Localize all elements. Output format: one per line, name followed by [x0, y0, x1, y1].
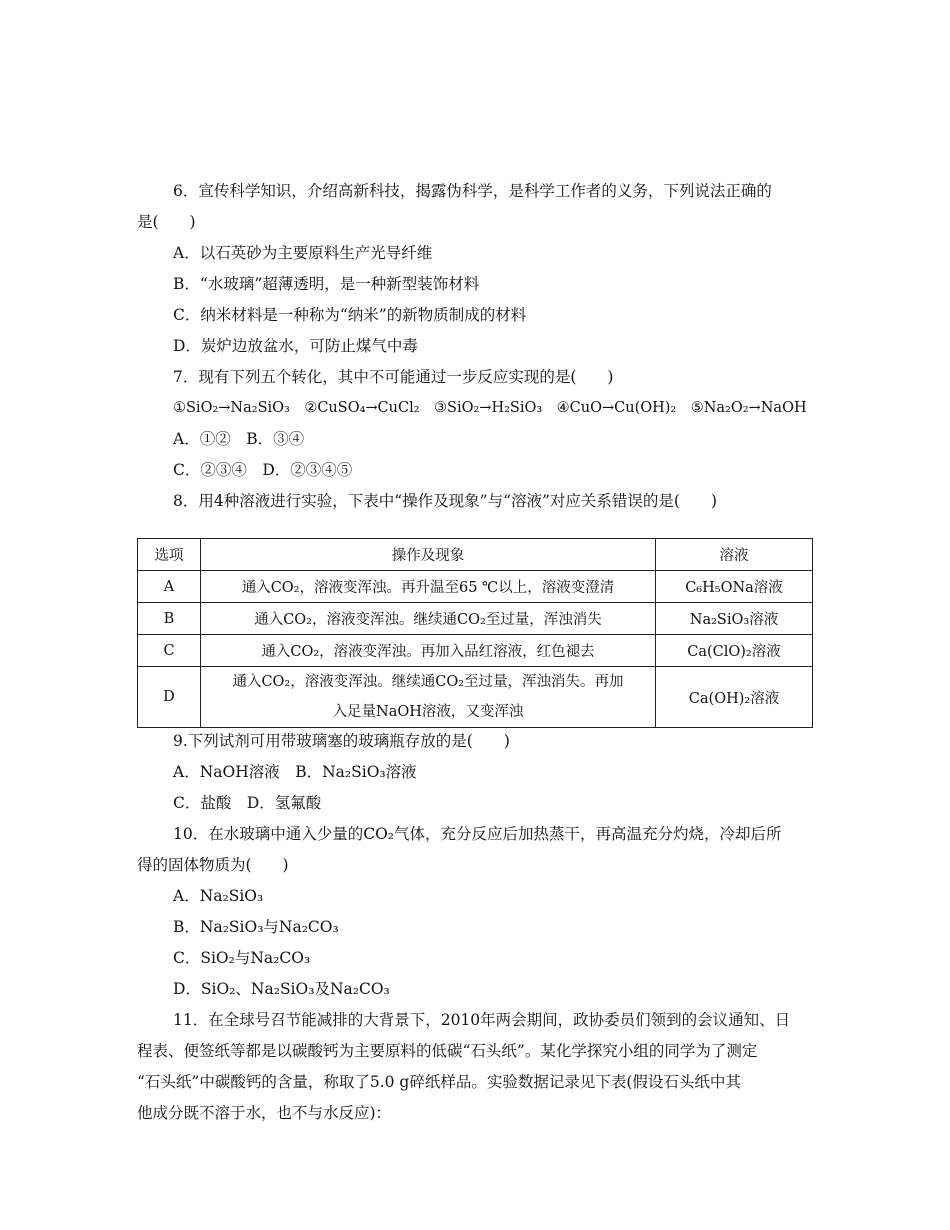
q6-option-b: B．“水玻璃”超薄透明，是一种新型装饰材料: [173, 275, 480, 293]
q6-option-d: D．炭炉边放盆水，可防止煤气中毒: [173, 337, 418, 355]
q7-conversions: ①SiO₂→Na₂SiO₃ ②CuSO₄→CuCl₂ ③SiO₂→H₂SiO₃ ④CuO→Cu(OH)₂ ⑤Na₂O₂→NaOH: [173, 400, 807, 416]
q7-options-cd: C．②③④ D．②③④⑤: [173, 461, 353, 479]
q10-option-c: C．SiO₂与Na₂CO₃: [173, 949, 311, 967]
row-operation-line1: 通入CO₂，溶液变浑浊。继续通CO₂至过量，浑浊消失。再加: [232, 674, 624, 690]
q8-table: [137, 538, 813, 728]
header-solution: 溶液: [656, 539, 813, 571]
row-option: A: [138, 571, 201, 603]
q9-options-cd: C．盐酸 D．氢氟酸: [173, 794, 322, 812]
q10-option-d: D．SiO₂、Na₂SiO₃及Na₂CO₃: [173, 980, 390, 998]
row-operation-line2: 入足量NaOH溶液，又变浑浊: [332, 704, 524, 720]
q11-stem-line1: 11．在全球号召节能减排的大背景下，2010年两会期间，政协委员们领到的会议通知、日: [173, 1011, 791, 1029]
q10-stem-line1: 10．在水玻璃中通入少量的CO₂气体，充分反应后加热蒸干，再高温充分灼烧，冷却后所: [173, 825, 782, 843]
row-operation: 通入CO₂，溶液变浑浊。继续通CO₂至过量，浑浊消失: [201, 603, 656, 635]
row-option: D: [138, 667, 201, 728]
q11-stem-line2: 程表、便签纸等都是以碳酸钙为主要原料的低碳“石头纸”。某化学探究小组的同学为了测定: [137, 1042, 758, 1060]
row-operation: [201, 667, 656, 728]
table-row: [138, 667, 813, 728]
row-option: C: [138, 635, 201, 667]
table-header-row: [138, 539, 813, 571]
table-row: [138, 603, 813, 635]
q7-options-ab: A．①② B．③④: [173, 430, 305, 448]
q6-stem-line1: 6．宣传科学知识，介绍高新科技，揭露伪科学，是科学工作者的义务，下列说法正确的: [173, 182, 772, 200]
q11-stem-line4: 他成分既不溶于水，也不与水反应)：: [137, 1104, 392, 1122]
q6-stem-line2: 是( ): [137, 213, 196, 231]
row-solution: Ca(ClO)₂溶液: [656, 635, 813, 667]
header-operation: 操作及现象: [201, 539, 656, 571]
row-operation: 通入CO₂，溶液变浑浊。再加入品红溶液，红色褪去: [201, 635, 656, 667]
q6-option-c: C．纳米材料是一种称为“纳米”的新物质制成的材料: [173, 306, 527, 324]
table-row: [138, 571, 813, 603]
table-row: [138, 635, 813, 667]
header-option: 选项: [138, 539, 201, 571]
q7-stem: 7．现有下列五个转化，其中不可能通过一步反应实现的是( ): [173, 368, 614, 386]
q10-stem-line2: 得的固体物质为( ): [137, 856, 289, 874]
row-solution: C₆H₅ONa溶液: [656, 571, 813, 603]
q11-stem-line3: “石头纸”中碳酸钙的含量，称取了5.0 g碎纸样品。实验数据记录见下表(假设石头纸中其: [137, 1073, 741, 1091]
q10-option-b: B．Na₂SiO₃与Na₂CO₃: [173, 918, 339, 936]
row-option: B: [138, 603, 201, 635]
q8-stem: 8．用4种溶液进行实验，下表中“操作及现象”与“溶液”对应关系错误的是( ): [173, 492, 718, 510]
q9-stem: 9.下列试剂可用带玻璃塞的玻璃瓶存放的是( ): [173, 732, 510, 750]
q9-options-ab: A．NaOH溶液 B．Na₂SiO₃溶液: [173, 763, 417, 781]
row-solution: Na₂SiO₃溶液: [656, 603, 813, 635]
row-operation: 通入CO₂，溶液变浑浊。再升温至65 ℃以上，溶液变澄清: [201, 571, 656, 603]
q10-option-a: A．Na₂SiO₃: [173, 887, 264, 905]
q6-option-a: A．以石英砂为主要原料生产光导纤维: [173, 244, 433, 262]
row-solution: Ca(OH)₂溶液: [656, 667, 813, 728]
